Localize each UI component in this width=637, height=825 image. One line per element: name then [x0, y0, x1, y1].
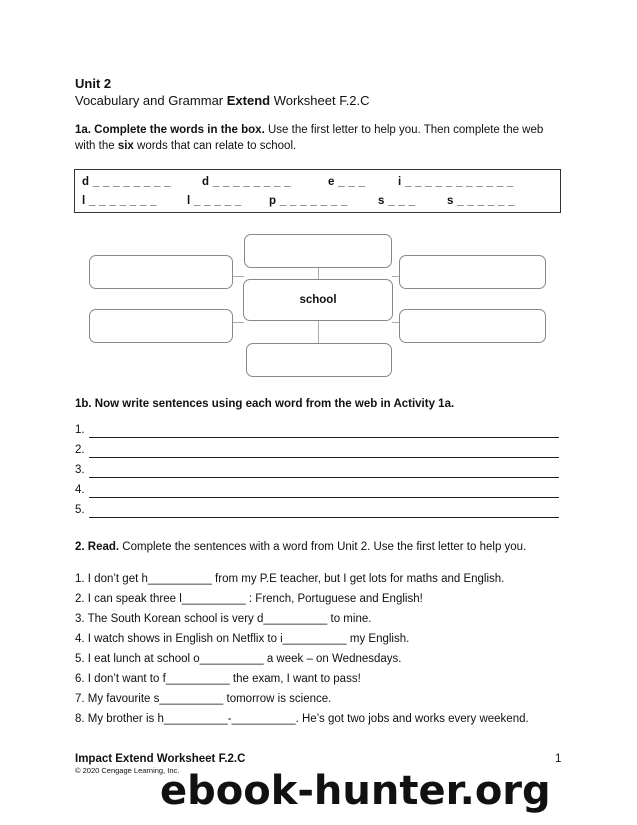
web-node-right-top[interactable] — [399, 255, 546, 289]
word-box — [74, 169, 561, 213]
sentence-item: 4. I watch shows in English on Netflix to i__________ my English. — [75, 633, 410, 645]
word-blank: s _ _ _ _ _ _ — [447, 195, 515, 207]
web-connector — [318, 321, 319, 343]
sentence-item: 2. I can speak three l__________ : French, Portuguese and English! — [75, 593, 423, 605]
activity-2-label: 2. Read. — [75, 541, 120, 553]
watermark: ebook-hunter.org — [160, 768, 551, 814]
web-connector — [232, 276, 244, 277]
web-node-left-top[interactable] — [89, 255, 233, 289]
web-center-label: school — [299, 294, 337, 306]
word-blank: s _ _ _ — [378, 195, 416, 207]
activity-1b-label-text: 1b. Now write sentences using each word from the web in Activity 1a. — [75, 398, 455, 410]
sentence-item: 5. I eat lunch at school o__________ a week – on Wednesdays. — [75, 653, 402, 665]
activity-1a-label: 1a. Complete the words in the box. — [75, 124, 265, 136]
writing-line[interactable] — [75, 424, 85, 436]
activity-1a-text2-bold: six — [117, 140, 134, 152]
word-blank: l _ _ _ _ _ _ _ — [82, 195, 157, 207]
activity-1a-instructions-line2 — [75, 138, 296, 154]
activity-1a-text2-pre: with the — [75, 140, 118, 152]
writing-line[interactable] — [75, 444, 85, 456]
unit-title: Unit 2 — [75, 76, 112, 91]
writing-rule — [89, 457, 559, 458]
line-number: 2. — [75, 444, 85, 456]
line-number: 3. — [75, 464, 85, 476]
web-connector — [232, 322, 244, 323]
subtitle-bold: Extend — [226, 93, 271, 108]
activity-2-text: Complete the sentences with a word from Unit 2. Use the first letter to help you. — [119, 541, 527, 553]
web-node-top[interactable] — [244, 234, 392, 268]
writing-rule — [89, 497, 559, 498]
word-blank: d _ _ _ _ _ _ _ _ — [202, 176, 291, 188]
web-node-left-bottom[interactable] — [89, 309, 233, 343]
sentence-item: 8. My brother is h__________-__________. He’s got two jobs and works every weekend. — [75, 713, 529, 725]
activity-1a-instructions-line1 — [75, 122, 543, 138]
line-number: 4. — [75, 484, 85, 496]
activity-1b-label — [75, 396, 454, 412]
writing-rule — [89, 477, 559, 478]
footer-copyright: © 2020 Cengage Learning, Inc. — [75, 766, 180, 775]
writing-rule — [89, 517, 559, 518]
web-node-right-bottom[interactable] — [399, 309, 546, 343]
footer-title: Impact Extend Worksheet F.2.C — [75, 753, 246, 765]
activity-2-instructions — [75, 539, 526, 555]
worksheet-subtitle — [75, 93, 370, 108]
writing-line[interactable] — [75, 504, 85, 516]
word-blank: p _ _ _ _ _ _ _ — [269, 195, 348, 207]
writing-line[interactable] — [75, 484, 85, 496]
sentence-item: 1. I don’t get h__________ from my P.E teacher, but I get lots for maths and English. — [75, 573, 505, 585]
word-blank: e _ _ _ — [328, 176, 366, 188]
word-blank: i _ _ _ _ _ _ _ _ _ _ _ — [398, 176, 514, 188]
sentence-item: 6. I don’t want to f__________ the exam, I want to pass! — [75, 673, 361, 685]
web-center-node — [243, 279, 393, 321]
subtitle-pre: Vocabulary and Grammar — [75, 93, 227, 108]
line-number: 1. — [75, 424, 85, 436]
activity-1a-text1: Use the first letter to help you. Then complete the web — [264, 124, 544, 136]
sentence-item: 3. The South Korean school is very d__________ to mine. — [75, 613, 372, 625]
sentence-item: 7. My favourite s__________ tomorrow is science. — [75, 693, 332, 705]
writing-rule — [89, 437, 559, 438]
web-node-bottom[interactable] — [246, 343, 392, 377]
activity-1a-text2-post: words that can relate to school. — [133, 140, 297, 152]
writing-line[interactable] — [75, 464, 85, 476]
word-blank: l _ _ _ _ _ — [187, 195, 242, 207]
subtitle-post: Worksheet F.2.C — [270, 93, 370, 108]
word-blank: d _ _ _ _ _ _ _ _ — [82, 176, 171, 188]
page-number: 1 — [555, 753, 562, 765]
line-number: 5. — [75, 504, 85, 516]
